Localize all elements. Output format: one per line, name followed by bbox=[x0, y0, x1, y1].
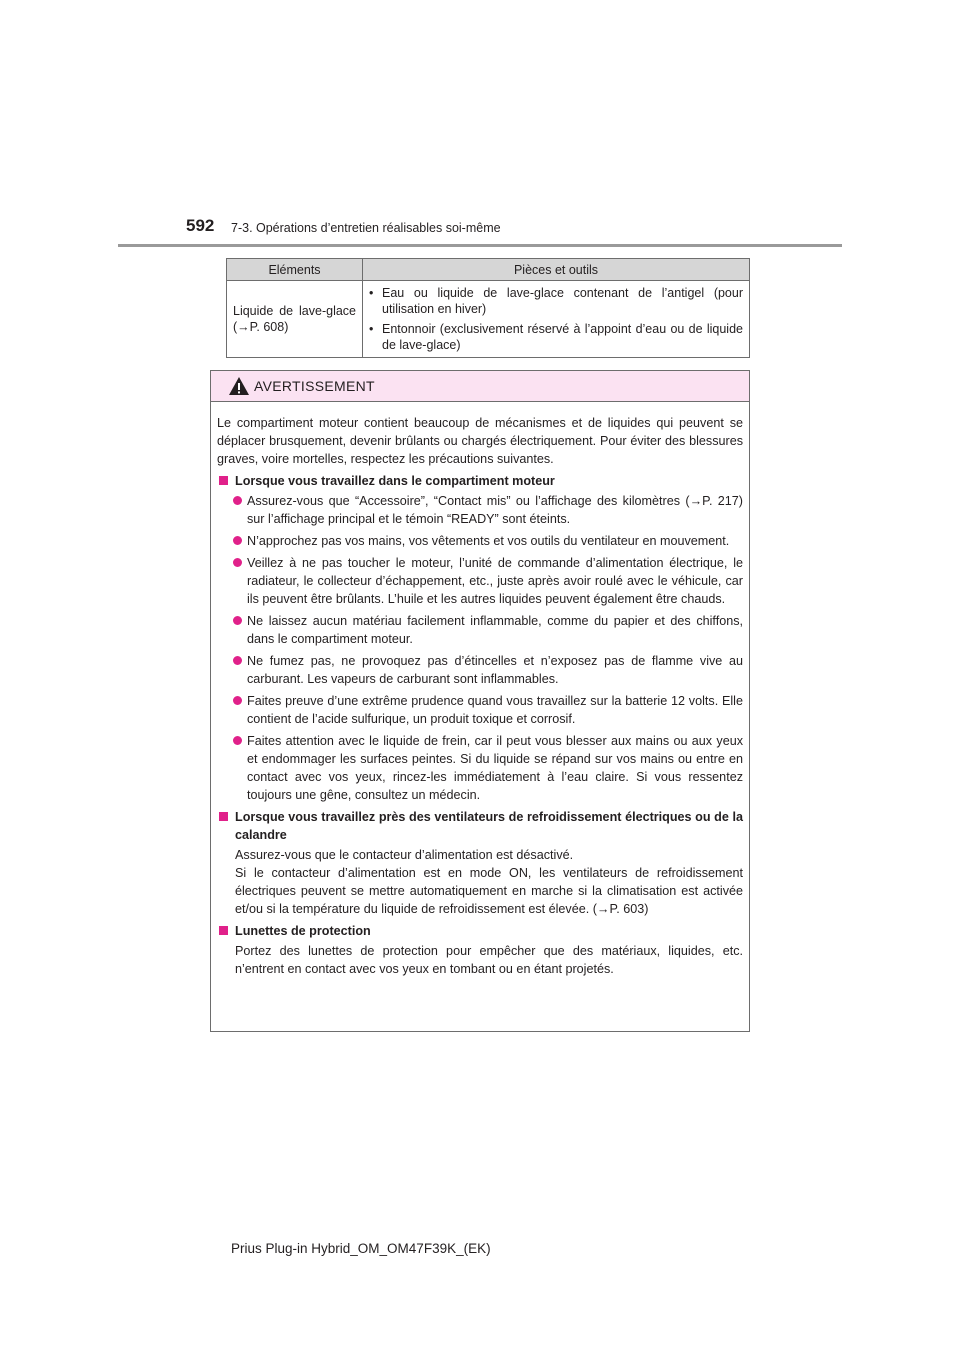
list-item: • Eau ou liquide de lave-glace contenant de l’antigel (pour utilisation en hiver) bbox=[369, 285, 743, 317]
warning-title: AVERTISSEMENT bbox=[254, 378, 375, 394]
section-heading-text: Lunettes de protection bbox=[235, 924, 371, 938]
table-cell-parts bbox=[363, 281, 750, 358]
table-header-row bbox=[227, 259, 750, 281]
circle-bullet-icon bbox=[233, 558, 242, 567]
list-item-text: Ne fumez pas, ne provoquez pas d’étincelles et n’exposez pas de flamme vive au carburant. Les vapeurs de carburant sont inflammables. bbox=[247, 654, 743, 686]
circle-bullet-icon bbox=[233, 536, 242, 545]
circle-bullet-icon bbox=[233, 496, 242, 505]
page-number: 592 bbox=[186, 216, 215, 235]
warning-header bbox=[211, 371, 749, 402]
footer-model-text: Prius Plug-in Hybrid_OM_OM47F39K_(EK) bbox=[231, 1241, 491, 1256]
section-heading-text: Lorsque vous travaillez dans le compartiment moteur bbox=[235, 474, 555, 488]
section-heading-text: Lorsque vous travaillez près des ventilateurs de refroidissement électriques ou de la calandre bbox=[235, 810, 743, 842]
square-bullet-icon bbox=[219, 812, 228, 821]
section-heading-safety-glasses bbox=[217, 922, 743, 940]
table-row bbox=[227, 281, 750, 358]
warning-body bbox=[211, 402, 749, 978]
list-item bbox=[217, 532, 743, 550]
engine-compartment-list bbox=[217, 492, 743, 804]
square-bullet-icon bbox=[219, 926, 228, 935]
cooling-fans-line2: Si le contacteur d’alimentation est en mode ON, les ventilateurs de refroidissement électriques peuvent se mettre automatiquement en marche si la climatisation est activée et/ou si la température du liquide de refroidissement est élevée. (→P. 603) bbox=[235, 866, 743, 916]
table-header-elements: Eléments bbox=[227, 259, 363, 281]
section-heading-cooling-fans bbox=[217, 808, 743, 844]
safety-glasses-text: Portez des lunettes de protection pour empêcher que des matériaux, liquides, etc. n’entrent en contact avec vos yeux en tombant ou en étant projetés. bbox=[235, 944, 743, 976]
list-item bbox=[217, 612, 743, 648]
section-title: 7-3. Opérations d’entretien réalisables soi-même bbox=[231, 221, 501, 235]
list-item-text: N’approchez pas vos mains, vos vêtements et vos outils du ventilateur en mouvement. bbox=[247, 534, 730, 548]
circle-bullet-icon bbox=[233, 616, 242, 625]
circle-bullet-icon bbox=[233, 736, 242, 745]
circle-bullet-icon bbox=[233, 656, 242, 665]
list-item: • Entonnoir (exclusivement réservé à l’appoint d’eau ou de liquide de lave-glace) bbox=[369, 321, 743, 353]
warning-triangle-icon bbox=[228, 376, 250, 396]
table-cell-element: Liquide de lave-glace (→P. 608) bbox=[227, 281, 363, 358]
list-item-text: Veillez à ne pas toucher le moteur, l’unité de commande d’alimentation électrique, le radiateur, le collecteur d’échappement, etc., juste après avoir roulé avec le véhicule, car ils peuvent être brûlants. L’huile et les autres liquides peuvent également être chauds. bbox=[247, 556, 743, 606]
warning-intro: Le compartiment moteur contient beaucoup de mécanismes et de liquides qui peuvent se déplacer brusquement, devenir brûlants ou chargés électriquement. Pour éviter des blessures graves, voire mortelles, respectez les précautions suivantes. bbox=[217, 416, 743, 466]
list-item-text: Faites attention avec le liquide de frein, car il peut vous blesser aux mains ou aux yeux et endommager les surfaces peintes. Si du liquide se répand sur vos mains ou entre en contact avec vos yeux, rincez-les immédiatement à l’eau claire. Si vous ressentez toujours une gêne, consultez un médecin. bbox=[247, 734, 743, 802]
table-header-parts: Pièces et outils bbox=[363, 259, 750, 281]
warning-box bbox=[210, 370, 750, 1032]
list-item-text: Ne laissez aucun matériau facilement inflammable, comme du papier et des chiffons, dans le compartiment moteur. bbox=[247, 614, 743, 646]
parts-table bbox=[226, 258, 750, 358]
list-item-text: Assurez-vous que “Accessoire”, “Contact mis” ou l’affichage des kilomètres (→P. 217) sur l’affichage principal et le témoin “READY” sont éteints. bbox=[247, 494, 743, 526]
parts-list bbox=[369, 285, 743, 353]
circle-bullet-icon bbox=[233, 696, 242, 705]
section-heading-engine-compartment bbox=[217, 472, 743, 490]
cooling-fans-text bbox=[217, 846, 743, 918]
list-item bbox=[217, 554, 743, 608]
square-bullet-icon bbox=[219, 476, 228, 485]
list-item bbox=[217, 692, 743, 728]
list-item-text: Faites preuve d’une extrême prudence quand vous travaillez sur la batterie 12 volts. Elle contient de l’acide sulfurique, un produit toxique et corrosif. bbox=[247, 694, 743, 726]
header-rule bbox=[118, 244, 842, 247]
list-item bbox=[217, 732, 743, 804]
list-item bbox=[217, 652, 743, 688]
list-item bbox=[217, 492, 743, 528]
cooling-fans-line1: Assurez-vous que le contacteur d’alimentation est désactivé. bbox=[235, 848, 574, 862]
